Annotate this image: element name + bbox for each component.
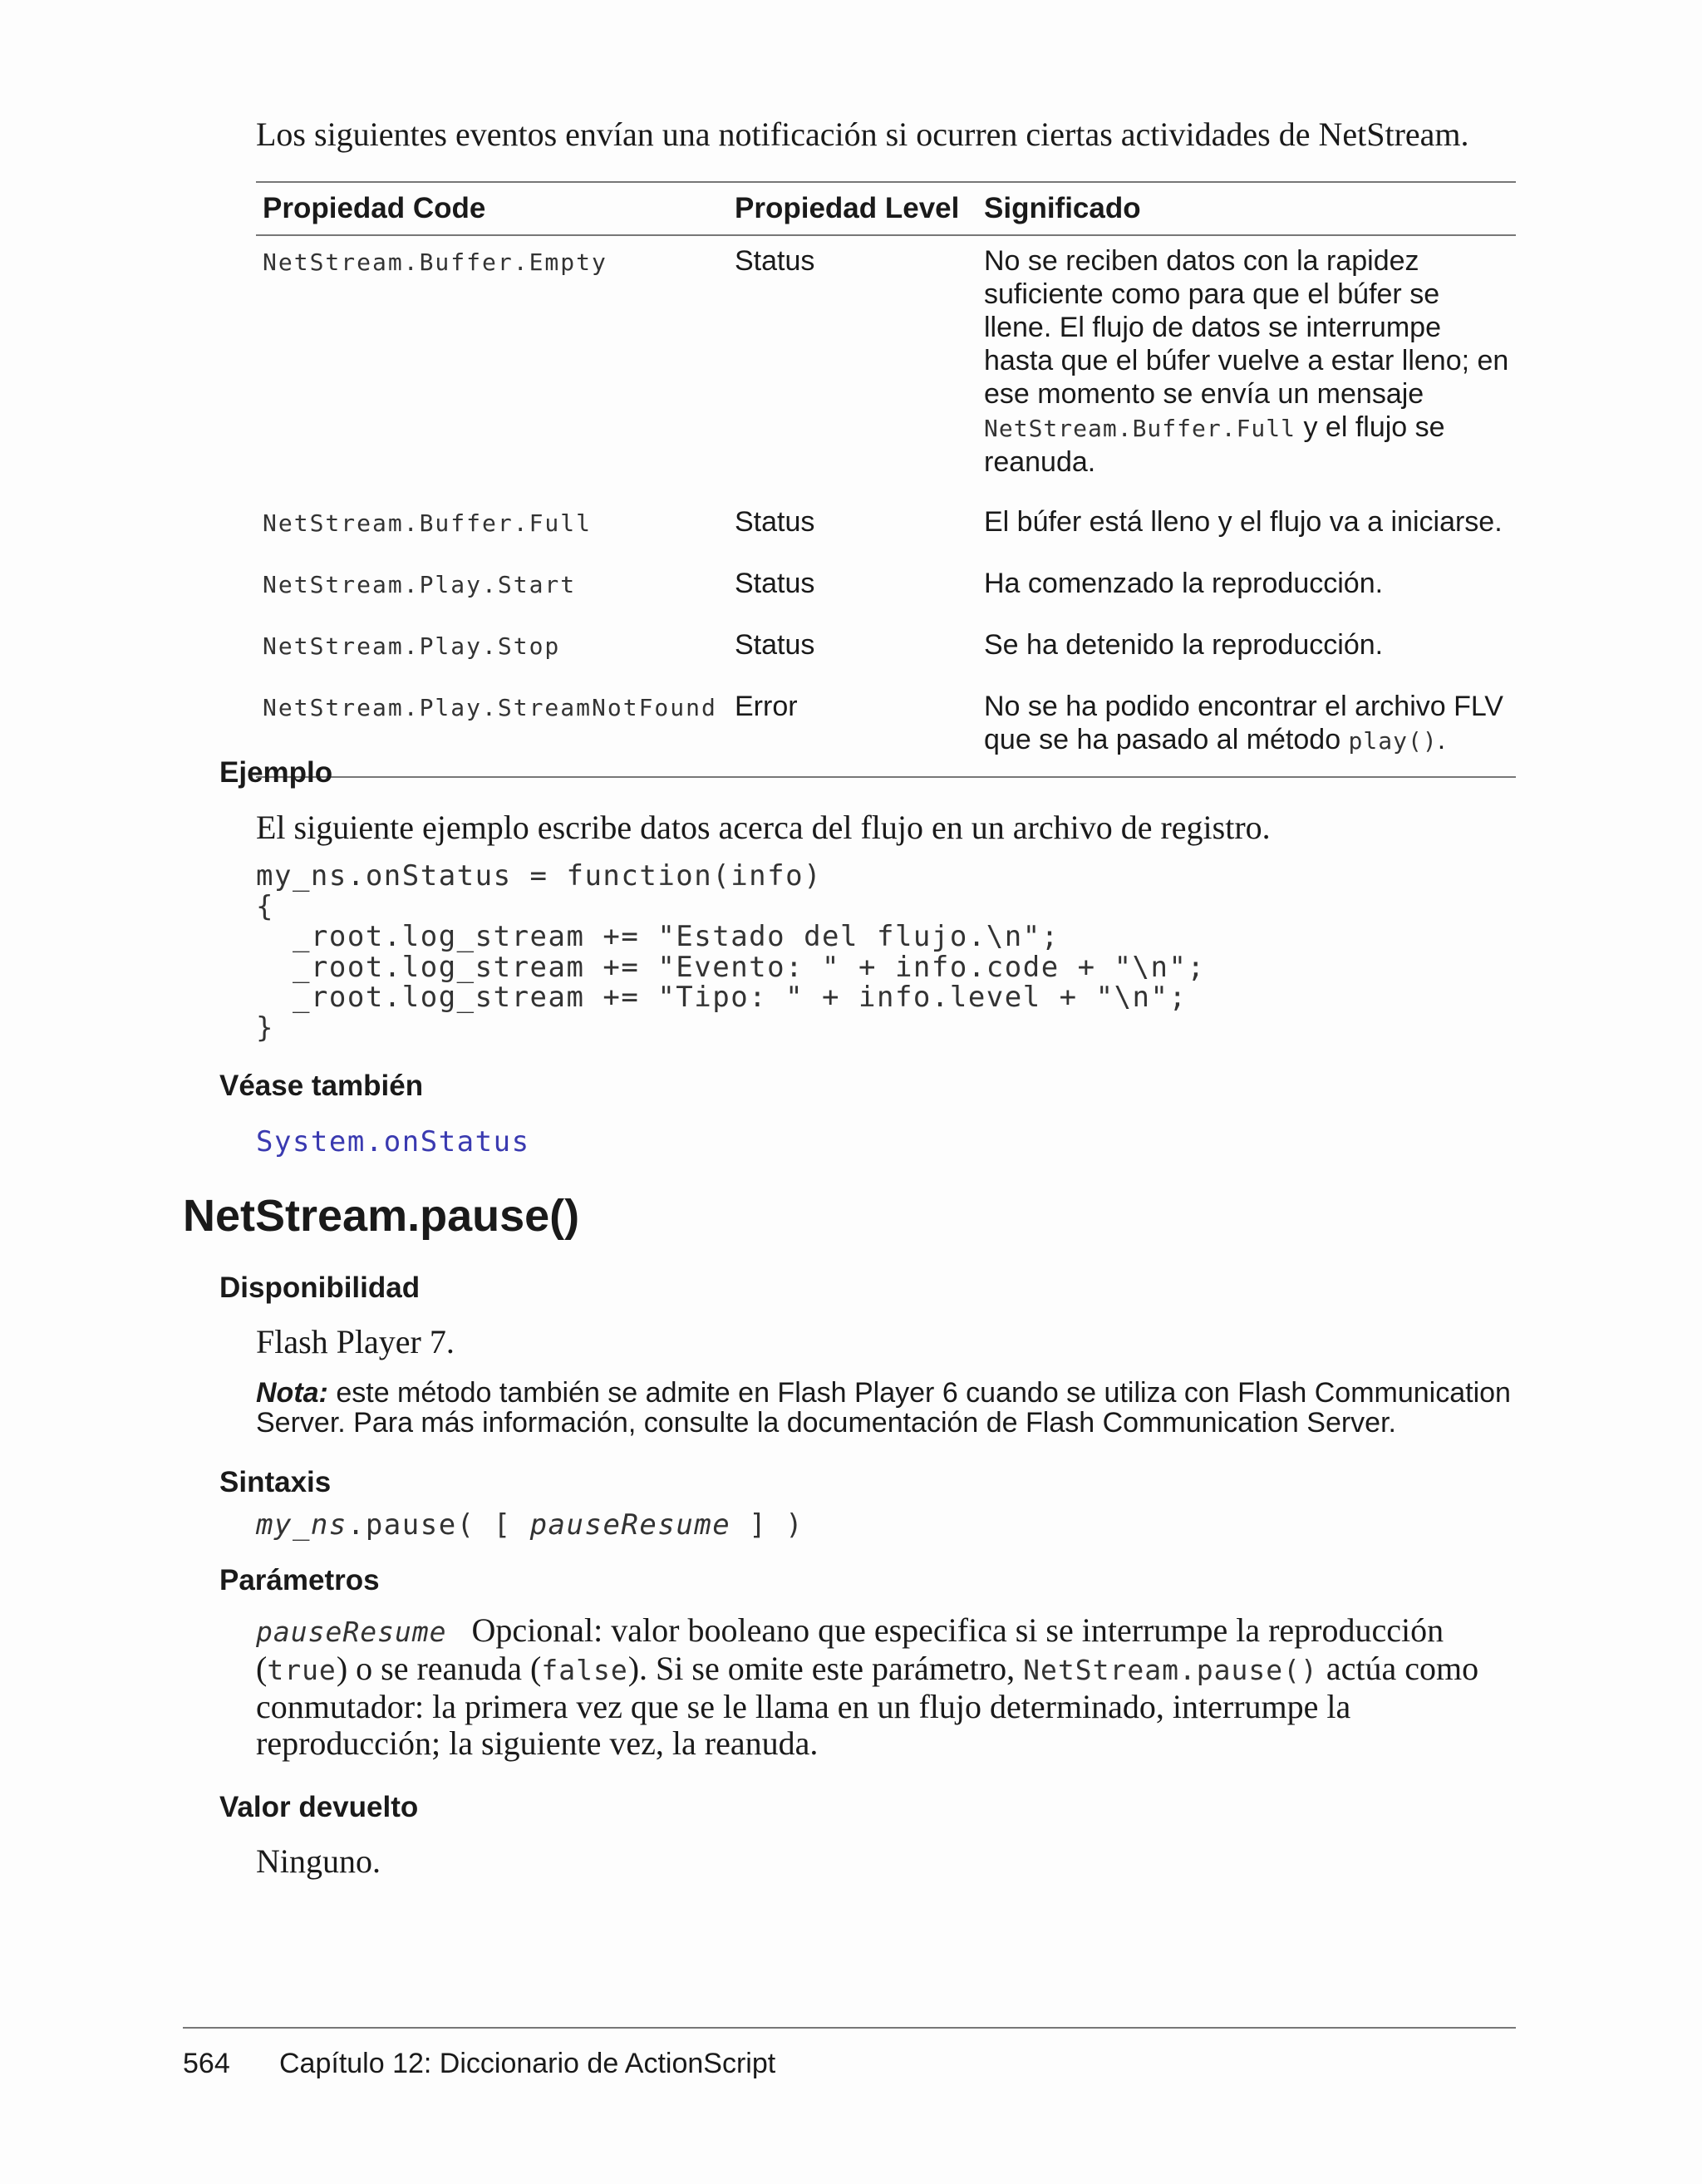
meaning-text: No se reciben datos con la rapidez suficiente como para que el búfer se llene. El flujo de datos se interrumpe hasta que el búfer vuelve a estar lleno; en ese momento se envía un mensaje (984, 245, 1509, 410)
event-meaning: Ha comenzado la reproducción. (984, 568, 1384, 599)
table-row (256, 620, 1516, 681)
returns-text: Ninguno. (256, 1842, 381, 1880)
note-label: Nota: (256, 1377, 328, 1409)
event-code: NetStream.Play.Start (263, 571, 577, 598)
table-row (256, 681, 1516, 777)
event-meaning (977, 681, 1516, 777)
returns-heading: Valor devuelto (219, 1791, 419, 1823)
availability-text: Flash Player 7. (256, 1323, 455, 1360)
meaning-code: play() (1348, 727, 1438, 755)
event-meaning: Se ha detenido la reproducción. (984, 629, 1384, 661)
table-row (256, 558, 1516, 620)
chapter-title: Capítulo 12: Diccionario de ActionScript (279, 2048, 776, 2079)
event-level: Status (735, 245, 815, 277)
syntax-param: pauseResume (529, 1508, 731, 1542)
meaning-code: NetStream.Buffer.Full (984, 415, 1296, 442)
param-text: ) o se reanuda ( (336, 1650, 542, 1687)
param-name: pauseResume (256, 1616, 447, 1648)
see-also-heading: Véase también (219, 1070, 424, 1102)
section-title: NetStream.pause() (183, 1191, 580, 1241)
event-meaning: El búfer está lleno y el flujo va a iniciarse. (984, 506, 1503, 538)
param-true-code: true (267, 1654, 337, 1686)
event-level: Status (735, 568, 815, 599)
table-row (256, 235, 1516, 497)
param-false-code: false (541, 1654, 628, 1686)
table-row (256, 497, 1516, 558)
example-heading: Ejemplo (219, 756, 333, 789)
page-number: 564 (183, 2048, 230, 2079)
footer-divider (183, 2027, 1516, 2029)
parameter-description (256, 1612, 1519, 1762)
parameters-heading: Parámetros (219, 1564, 380, 1596)
meaning-text: y el flujo se reanuda. (984, 411, 1445, 478)
param-method-code: NetStream.pause() (1023, 1654, 1318, 1686)
param-text: actúa como conmutador: la primera vez que se le llama en un flujo determinado, interrumpe la reproducción; la siguiente vez, la reanuda. (256, 1650, 1479, 1762)
syntax-line (256, 1508, 804, 1542)
syntax-close: ] ) (730, 1508, 804, 1542)
meaning-text: . (1437, 724, 1446, 755)
event-code: NetStream.Buffer.Full (263, 509, 593, 537)
event-meaning (977, 235, 1516, 497)
meaning-text: No se ha podido encontrar el archivo FLV que se ha pasado al método (984, 691, 1503, 755)
header-code: Propiedad Code (256, 182, 728, 235)
event-level: Error (728, 681, 977, 777)
event-code: NetStream.Buffer.Empty (263, 248, 608, 276)
table-header-row (256, 182, 1516, 235)
param-text: Opcional: valor booleano que especifica si se interrumpe la reproducción ( (256, 1611, 1453, 1687)
availability-heading: Disponibilidad (219, 1272, 421, 1304)
syntax-object: my_ns (256, 1508, 347, 1542)
example-code-block: my_ns.onStatus = function(info) { _root.log_stream += "Estado del flujo.\n"; _root.log_stream += "Evento: " + info.code + "\n"; _root.log_stream += "Tipo: " + info.level + "\n"; } (256, 859, 1206, 1045)
event-level: Status (735, 506, 815, 538)
see-also-link[interactable]: System.onStatus (256, 1125, 530, 1158)
header-meaning: Significado (977, 182, 1516, 235)
event-code: NetStream.Play.StreamNotFound (256, 681, 728, 777)
example-text: El siguiente ejemplo escribe datos acerca del flujo en un archivo de registro. (256, 809, 1271, 846)
syntax-method: .pause( [ (347, 1508, 530, 1542)
param-text: ). Si se omite este parámetro, (627, 1650, 1024, 1687)
note-text: este método también se admite en Flash Player 6 cuando se utiliza con Flash Communication Server. Para más información, consulte la documentación de Flash Communication Server. (256, 1377, 1511, 1439)
availability-note (256, 1378, 1527, 1438)
events-table (256, 181, 1516, 778)
syntax-heading: Sintaxis (219, 1466, 332, 1498)
event-code: NetStream.Play.Stop (263, 632, 561, 660)
event-level: Status (735, 629, 815, 661)
header-level: Propiedad Level (728, 182, 977, 235)
intro-text: Los siguientes eventos envían una notificación si ocurren ciertas actividades de NetStream. (256, 116, 1469, 153)
